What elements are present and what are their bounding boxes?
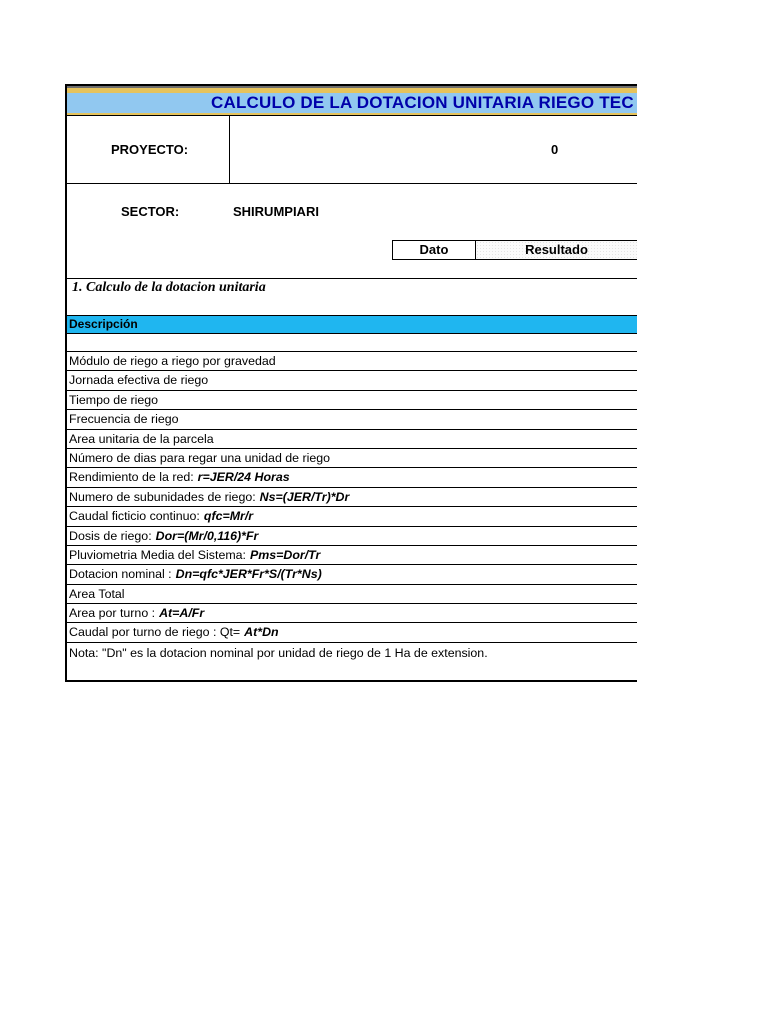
table-row[interactable] [67, 391, 637, 410]
row-formula: Dor=(Mr/0,116)*Fr [155, 528, 259, 543]
footnote: Nota: "Dn" es la dotacion nominal por unidad de riego de 1 Ha de extension. [69, 646, 488, 660]
table-row[interactable] [67, 623, 637, 642]
table-row[interactable] [67, 430, 637, 449]
sector-value[interactable]: SHIRUMPIARI [233, 204, 319, 219]
table-row[interactable] [67, 371, 637, 390]
table-row[interactable] [67, 449, 637, 468]
row-label: Dotacion nominal : [69, 567, 172, 582]
project-label: PROYECTO: [111, 142, 189, 157]
table-row[interactable] [67, 604, 637, 623]
row-label: Pluviometria Media del Sistema: [69, 547, 246, 562]
row-formula: Ns=(JER/Tr)*Dr [259, 489, 350, 504]
spreadsheet-sheet [65, 84, 637, 682]
sector-label: SECTOR: [121, 204, 180, 219]
row-label: Tiempo de riego [69, 392, 159, 407]
section-divider [67, 278, 637, 279]
row-label: Jornada efectiva de riego [69, 373, 209, 388]
table-row-empty[interactable] [67, 334, 637, 352]
resultado-column-header: Resultado [476, 241, 637, 259]
row-formula: Pms=Dor/Tr [249, 547, 321, 562]
table-row[interactable] [67, 488, 637, 507]
table-row[interactable] [67, 527, 637, 546]
row-label: Area por turno : [69, 606, 156, 621]
description-header-label: Descripción [69, 317, 138, 331]
description-header [67, 315, 637, 334]
project-row [67, 116, 637, 184]
table-row[interactable] [67, 546, 637, 565]
dato-resultado-header [392, 240, 637, 260]
description-rows [67, 334, 637, 643]
row-label: Numero de subunidades de riego: [69, 489, 256, 504]
row-formula: At*Dn [244, 625, 279, 640]
row-label: Area unitaria de la parcela [69, 431, 214, 446]
row-label: Módulo de riego a riego por gravedad [69, 354, 276, 368]
row-label: Rendimiento de la red: [69, 470, 194, 485]
row-label: Dosis de riego: [69, 528, 152, 543]
project-divider [229, 116, 230, 183]
row-formula: qfc=Mr/r [203, 509, 254, 524]
row-label: Area Total [69, 586, 125, 601]
row-formula: Dn=qfc*JER*Fr*S/(Tr*Ns) [175, 567, 322, 582]
table-row[interactable] [67, 507, 637, 526]
dato-column-header: Dato [393, 241, 476, 259]
row-label: Número de dias para regar una unidad de riego [69, 450, 331, 465]
row-label: Frecuencia de riego [69, 412, 179, 427]
table-row[interactable] [67, 468, 637, 487]
row-list [67, 352, 637, 643]
table-row[interactable] [67, 565, 637, 584]
sheet-title: CALCULO DE LA DOTACION UNITARIA RIEGO TEC [211, 93, 634, 112]
row-label: Caudal por turno de riego : Qt= [69, 625, 241, 640]
table-row[interactable] [67, 352, 637, 371]
table-row[interactable] [67, 585, 637, 604]
section-title: 1. Calculo de la dotacion unitaria [72, 280, 266, 295]
table-row[interactable] [67, 410, 637, 429]
project-value[interactable]: 0 [551, 142, 559, 157]
title-bar [67, 86, 637, 116]
row-formula: At=A/Fr [159, 606, 205, 621]
row-formula: r=JER/24 Horas [197, 470, 290, 485]
row-label: Caudal ficticio continuo: [69, 509, 200, 524]
